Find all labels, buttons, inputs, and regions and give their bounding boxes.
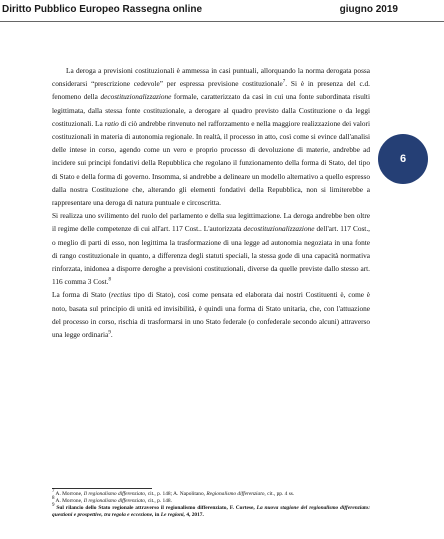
issue-date: giugno 2019 [339,4,398,15]
footnote-9-number: 9 [52,503,55,509]
footnote-7-text-c: cit., p. 148; A. Napolitano, [146,491,207,497]
footnote-9-title: La nuova stagione del regionalismo differenziato: questioni e prospettive, tra regola e eccezione, [52,505,370,519]
footnotes [52,491,370,519]
p3-italic-rectius: rectius [111,290,131,300]
footnote-9-text-a: Sul rilancio dello Stato regionale attraverso il regionalismo differenziato, F. Cortese, [54,505,257,512]
p1-italic-ratio: ratio [104,118,119,128]
footnote-ref-8[interactable]: 8 [108,277,111,283]
article-body [52,64,370,341]
paragraph-1 [52,64,370,209]
footnote-7-text-a: A. Morrone, [54,491,84,497]
p2-italic-term: decostituzionalizzazione [243,224,315,234]
footnote-8-number: 8 [52,496,55,502]
p1-text-d: formale, caratterizzato da casi in cui una fonte subordinata risulti legittimata, dalla stessa fonte costituzionale, a derogare al quadro previsto dalla Costituzione o da leggi costituzionali. La [52,92,370,128]
footnote-9 [52,505,370,519]
p1-text-f: di ciò andrebbe rinvenuto nel rafforzamento e nella maggiore realizzazione dei valori costituzionali in materia di autonomia regionale. In realtà, il processo in atto, così come si evince dall'analisi delle intese in corso, agendo come un vero e proprio processo di devoluzione di materie, andrebbe ad incidere sui principi fondativi della Repubblica che regolano il funzionamento della forma di Stato, del tipo di Stato e della forma di governo. Insomma, si andrebbe a delineare un modello alternativo a quello espresso dalla nostra Costituzione che, alterando gli elementi fondativi della Repubblica, non si limiterebbe a rappresentare una deroga di natura puntuale e circoscritta. [52,118,370,208]
footnote-7-text-e: cit., pp. 4 ss. [265,491,295,497]
footnote-ref-9[interactable]: 9 [108,330,111,336]
journal-title: Diritto Pubblico Europeo Rassegna online [2,4,203,15]
footnote-8-text-c: cit., p. 148. [146,498,172,505]
paragraph-2 [52,209,370,288]
footnote-8-title: Il regionalismo differenziato, [83,498,147,505]
footnote-7-title-b: Regionalismo differenziato, [206,491,266,497]
page-number-badge: 6 [378,134,428,184]
footnote-divider [52,488,152,489]
page-header [0,0,444,22]
footnote-ref-7[interactable]: 7 [282,79,286,85]
p1-text-a: La deroga a previsioni costituzionali è ammessa in casi puntuali, allorquando la norma derogata possa considerarsi “prescrizione cedevole” per espressa previsione costituzionale [52,66,370,89]
p1-italic-term: decostituzionalizzazione [100,92,172,102]
footnote-9-text-e: 4, 2017. [184,512,204,519]
footnote-9-journal: Le regioni, [160,512,185,519]
paragraph-3 [52,288,370,341]
p2-text-a: Si realizza uno svilimento del ruolo del parlamento e della sua legittimazione. La deroga andrebbe ben oltre il regime delle competenze di cui all'art. 117 Cost.. L'autorizzata [52,211,370,234]
p3-text-a: La forma di Stato ( [52,290,112,300]
footnote-8-text-a: A. Morrone, [54,498,84,505]
p2-text-c: dell'art. 117 Cost., o meglio di parti di esso, non legittima la trasformazione di una legge ad autonomia negoziata in una fonte di rango costituzionale in quanto, a differenza degli statuti speciali, la stessa gode di una capacità normativa rinforzata, inidonea a disporre deroghe a previsioni costituzionali, diverse da quelle previste dallo stesso art. 116 comma 3 Cost. [52,224,370,287]
footnote-7-number: 7 [52,489,55,495]
p3-text-d: . [110,330,113,340]
p1-text-b: . Si è in presenza del c.d. fenomeno della [52,79,370,102]
p3-text-c: tipo di Stato), così come pensata ed elaborata dai nostri Costituenti è, come è noto, basata sul principio di unità ed invisibilità, è quindi una forma di Stato unitaria, che, con l'attuazione del processo in corso, rischia di trasformarsi in uno Stato federale (o confederale secondo alcuni) attraverso una legge ordinaria [52,290,370,340]
footnote-9-text-c: in [153,512,161,519]
footnote-7-title-a: Il regionalismo differenziato, [83,491,147,497]
